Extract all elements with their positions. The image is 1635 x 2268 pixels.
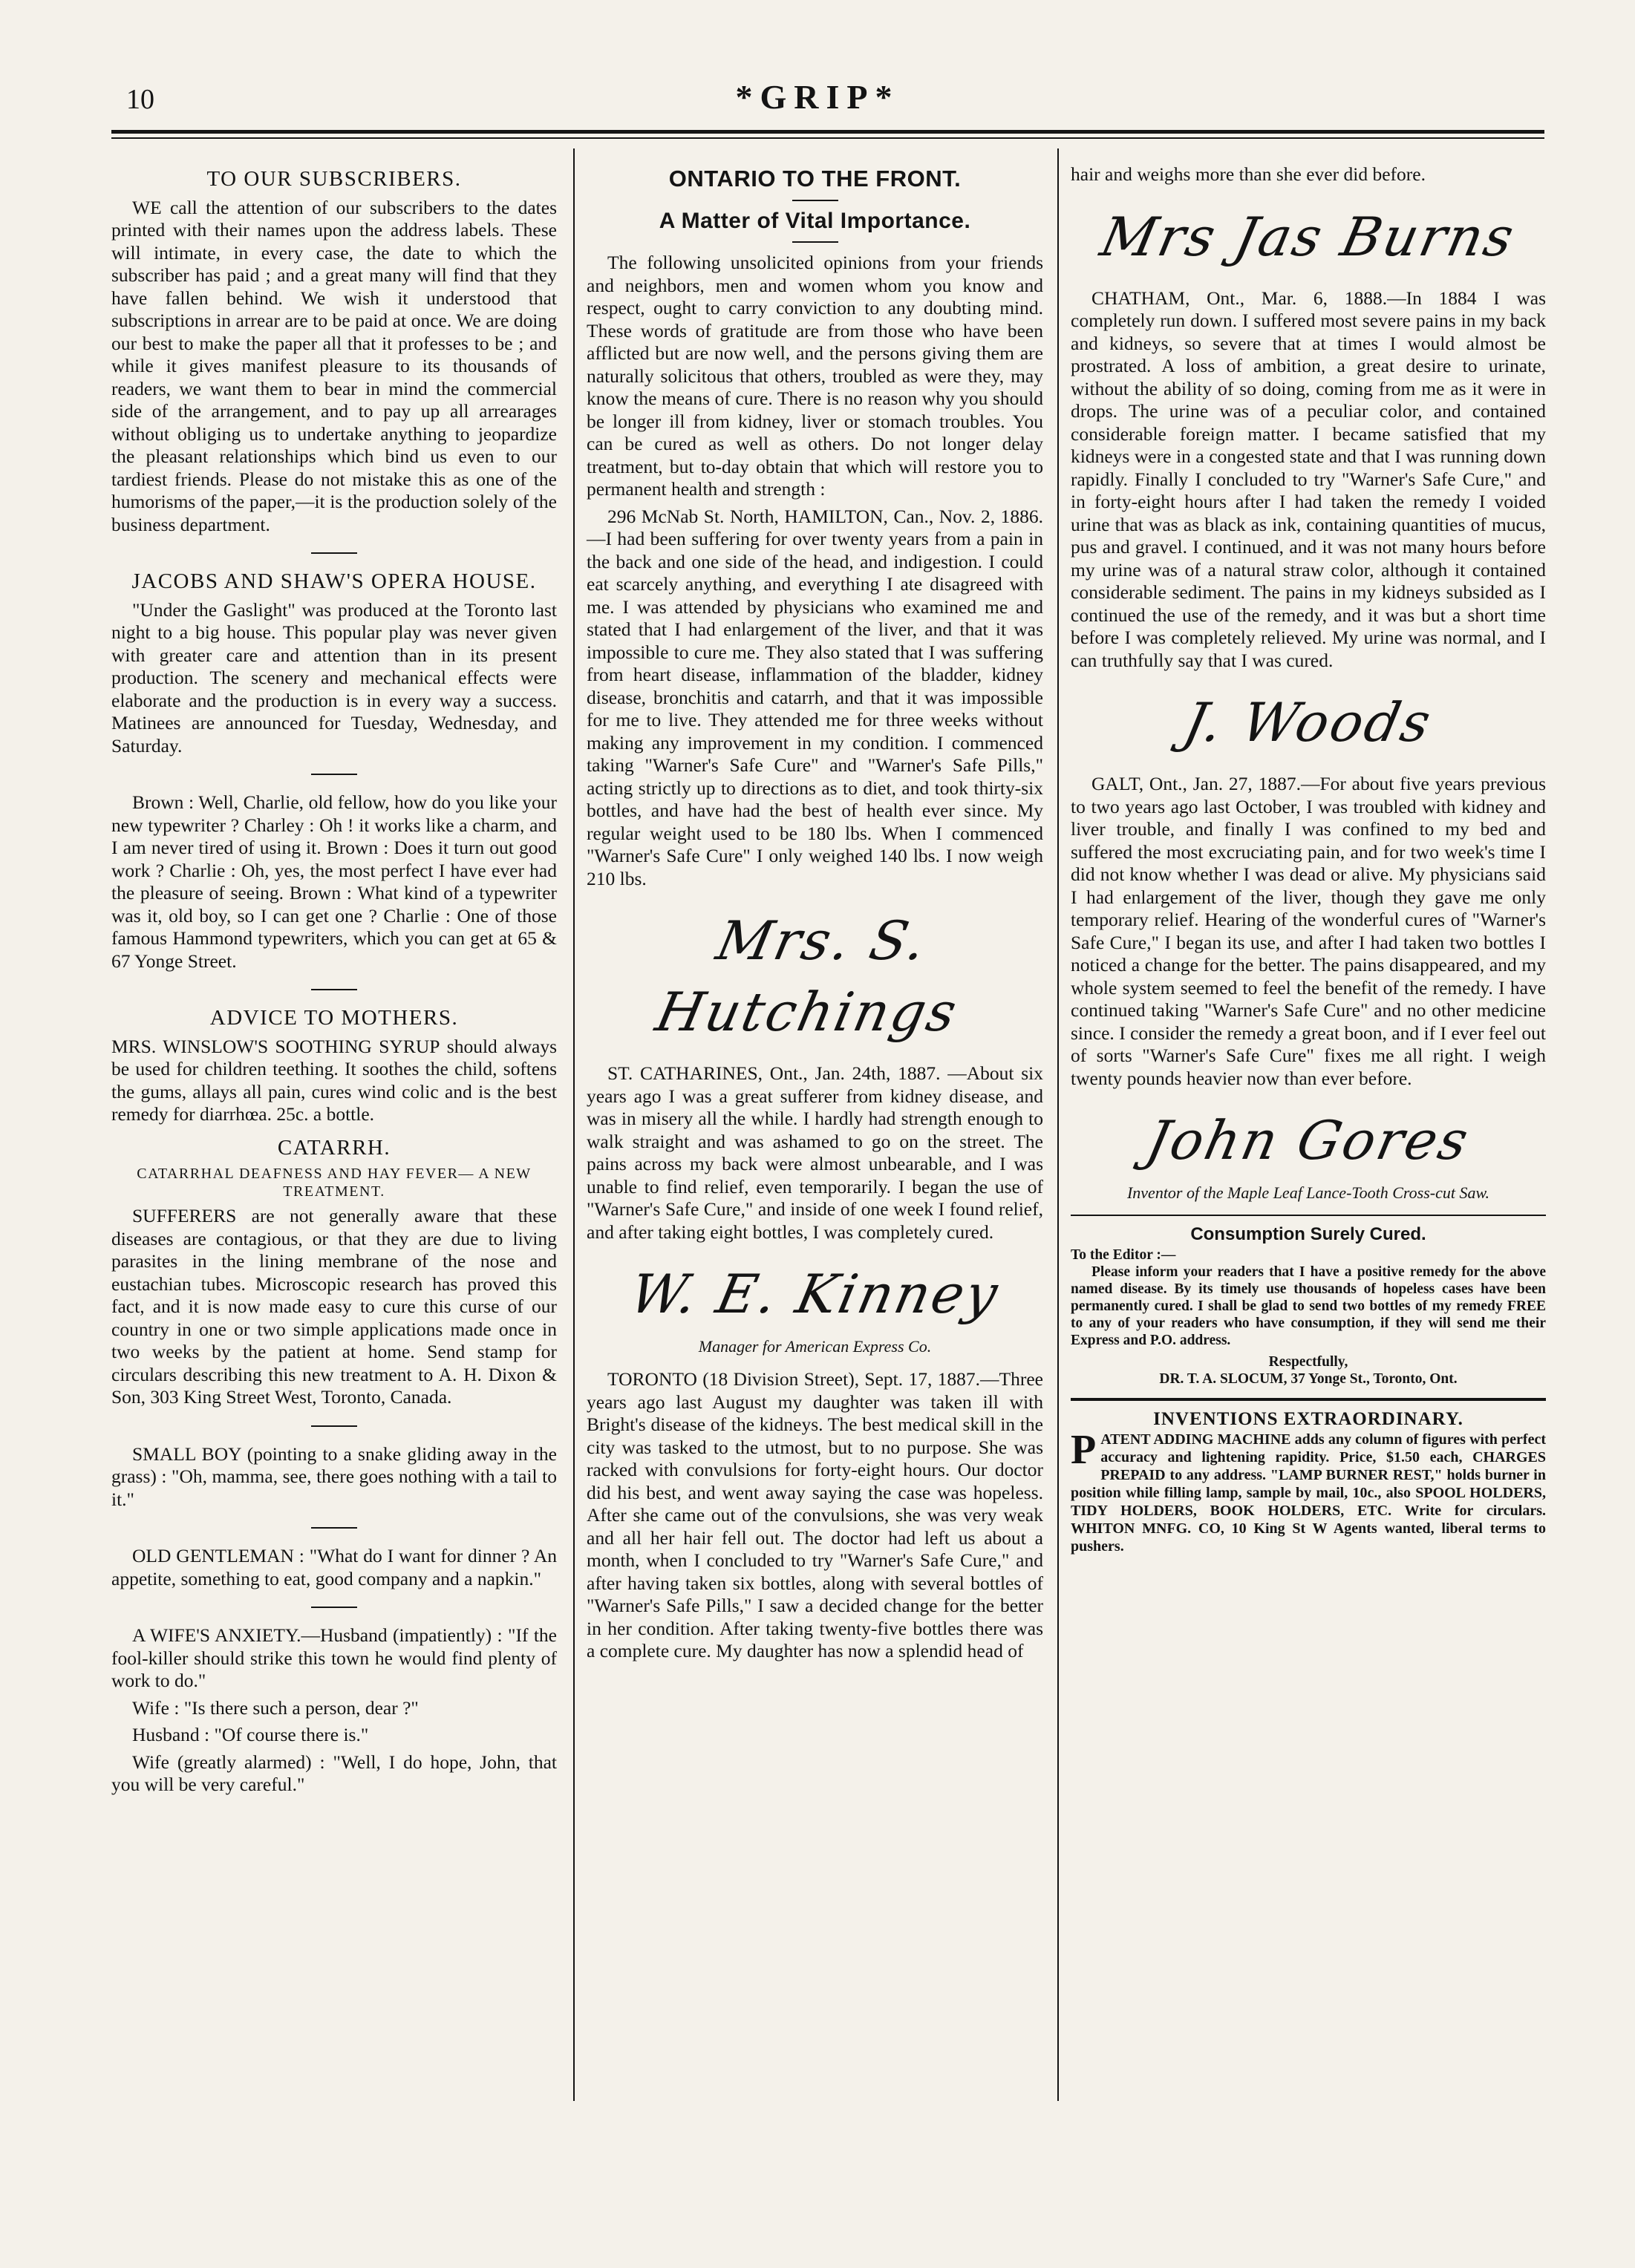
signature-burns: Mrs Jas Burns [1095,205,1521,268]
consumption-salutation: To the Editor :— [1071,1246,1176,1263]
masthead-title: *GRIP* [735,78,900,116]
ontario-heading: ONTARIO TO THE FRONT. [668,166,962,192]
section-separator [311,1425,357,1427]
signature-woods: J. Woods [1178,691,1438,754]
consumption-signer: DR. T. A. SLOCUM, 37 Yonge St., Toronto, Ont. [1159,1370,1458,1387]
column-left [111,163,557,1801]
consumption-closing: Respectfully, [1268,1353,1348,1370]
wife-anxiety-line: Wife (greatly alarmed) : "Well, I do hope, John, that you will be very careful." [111,1751,557,1795]
typewriter-joke: Brown : Well, Charlie, old fellow, how do you like your new typewriter ? Charley : Oh ! it works like a charm, and I am never tired of using it. Brown : Does it turn out good work ? Charlie : Oh, yes, the most perfect I have ever had the pleasure of seeing. Brown : What kind of a typewriter was it, old boy, so I can get one ? Charlie : One of those famous Hammond typewriters, which you can get at 65 & 67 Yonge Street. [111,791,557,972]
masthead-rule [111,130,1544,134]
section-separator [311,1527,357,1529]
catarrh-body: SUFFERERS are not generally aware that these diseases are contagious, or that they are due to living parasites in the lining membrane of the nose and eustachian tubes. Microscopic research has proved this fact, and it is now made easy to cure this curse of our country in one or two simple applications made once in two weeks by the patient at home. Send stamp for circulars describing this new treatment to A. H. Dixon & Son, 303 King Street West, Toronto, Canada. [111,1205,557,1408]
section-rule [1071,1215,1546,1216]
mothers-heading: ADVICE TO MOTHERS. [209,1006,459,1030]
section-separator [311,774,357,775]
signature-gores-caption: Inventor of the Maple Leaf Lance-Tooth Cross-cut Saw. [1126,1183,1490,1202]
section-separator [311,989,357,990]
subscribers-body: WE call the attention of our subscribers to the dates printed with their names upon the address labels. These will intimate, in every case, the date to which the subscriber has paid ; and a great many will find that they have fallen behind. We wish it understood that subscriptions in arrear are to be paid at once. We are doing our best to make the paper all that it professes to be ; and while it gives manifest pleasure to its thousands of readers, we want them to bear in mind the commercial side of the arrangement, and to pay up all arrearages without obliging us to undertake anything to jeopardize the pleasant relationships which bind us even to our tardiest friends. Please do not mistake this as one of the humorisms of the paper,—it is the production solely of the business department. [111,196,557,535]
section-rule [1071,1398,1546,1401]
inventions-dropcap: P [1071,1427,1097,1473]
mothers-lead: MRS. WINSLOW'S SOOTHING SYRUP [111,1035,440,1057]
mothers-body [111,1036,557,1126]
consumption-heading: Consumption Surely Cured. [1190,1224,1426,1244]
catarrh-heading: CATARRH. [277,1135,391,1160]
mothers-text: should always be used for children teething. It soothes the child, softens the gums, allays all pain, cures wind colic and is the best remedy for diarrhœa. 25c. a bottle. [111,1035,557,1125]
signature-kinney-caption: Manager for American Express Co. [698,1337,932,1356]
ontario-subheading: A Matter of Vital Importance. [659,208,971,233]
section-separator [792,241,838,243]
section-separator [311,552,357,554]
opera-heading: JACOBS AND SHAW'S OPERA HOUSE. [131,569,537,593]
wife-anxiety-line: Husband : "Of course there is." [132,1724,369,1745]
small-boy-joke: SMALL BOY (pointing to a snake gliding away in the grass) : "Oh, mamma, see, there goes nothing with a tail to it." [111,1442,557,1510]
signature-gores: John Gores [1140,1109,1476,1171]
toronto-testimonial: TORONTO (18 Division Street), Sept. 17, 1887.—Three years ago last August my daughter was taken ill with Bright's disease of the kidneys. The best medical skill in the city was tasked to the utmost, but to no purpose. She was racked with convulsions for forty-eight hours. Our doctor did his best, and went away saying the case was hopeless. After she came out of the convulsions, she was very weak and all her hair fell out. The doctor had left us about a month, when I concluded to try "Warner's Safe Cure," and after having taken six bottles, along with several bottles of "Warner's Safe Pills," I saw a decided change for the better in her condition. After taking twenty-five bottles there was a complete cure. My daughter has now a splendid head of [587,1368,1043,1661]
catarrh-subheading: CATARRHAL DEAFNESS AND HAY FEVER— A NEW TREATMENT. [137,1166,532,1200]
signature-kinney: W. E. Kinney [624,1263,1005,1325]
wife-anxiety-line: Wife : "Is there such a person, dear ?" [132,1696,419,1719]
old-gentleman-joke: OLD GENTLEMAN : "What do I want for dinner ? An appetite, something to eat, good company and a napkin." [111,1545,557,1589]
galt-testimonial: GALT, Ont., Jan. 27, 1887.—For about five years previous to two years ago last October, I was troubled with kidney and liver trouble, and finally I was confined to my bed and suffered the most excruciating pain, and for two week's time I did not know whether I was dead or alive. My physicians said I had enlargement of the liver, though they gave me only temporary relief. Hearing of the wonderful cures of "Warner's Safe Cure," I began its use, and after I had taken two bottles I noticed a change for the better. The pains disappeared, and my whole system seemed to feel the benefit of the remedy. I have continued taking "Warner's Safe Cure" and no other medicine since. I consider the remedy a great boon, and if I ever feel out of sorts "Warner's Safe Cure" fixes me all right. I weigh twenty pounds heavier now than ever before. [1071,773,1546,1089]
column-divider [1057,148,1059,2101]
column-right [1071,163,1546,1560]
st-catharines-testimonial: ST. CATHARINES, Ont., Jan. 24th, 1887. —About six years ago I was a great sufferer from kidney disease, and was in misery all the while. I hardly had strength enough to walk straight and was ashamed to go on the street. The pains across my back were almost unbearable, and I was unable to find relief, even temporarily. I began the use of "Warner's Safe Cure," and inside of one week I found relief, and after taking eight bottles, I was completely cured. [587,1062,1043,1243]
column-divider [573,148,575,2101]
ontario-intro: The following unsolicited opinions from your friends and neighbors, men and women whom you know and respect, ought to carry conviction to any doubting mind. These words of gratitude are from those who have been afflicted but are now well, and the persons giving them are naturally solicitous that others, troubled as were they, may know the means of cure. There is no reason why you should be longer ill from kidney, liver or stomach troubles. You can be cured as well as others. Do not longer delay treatment, but to-day obtain that which will restore you to permanent health and strength : [587,252,1043,500]
toronto-testimonial-continued: hair and weighs more than she ever did before. [1071,163,1426,185]
page-number: 10 [126,84,154,115]
section-separator [311,1607,357,1608]
hamilton-testimonial: 296 McNab St. North, HAMILTON, Can., Nov. 2, 1886.—I had been suffering for over twenty years from a pain in the back and one side of the head, and indigestion. I could eat scarcely anything, and everything I ate disagreed with me. I was attended by physicians who examined me and stated that I had enlargement of the liver, and that it was impossible to cure me. They also stated that I was suffering from heart disease, inflammation of the bladder, kidney disease, bronchitis and catarrh, and that it was impossible for me to live. They attended me for three weeks without making any improvement in my condition. I commenced taking "Warner's Safe Cure" and "Warner's Safe Pills," acting strictly up to directions as to diet, and took thirty-six bottles, and have had the best of health ever since. My regular weight used to be 180 lbs. When I commenced "Warner's Safe Cure" I only weighed 140 lbs. I now weigh 210 lbs. [587,505,1043,889]
inventions-heading: INVENTIONS EXTRAORDINARY. [1153,1408,1463,1429]
section-separator [792,200,838,201]
chatham-testimonial: CHATHAM, Ont., Mar. 6, 1888.—In 1884 I was completely run down. I suffered most severe pains in my back and kidneys, so severe that at times I would almost be prostrated. A loss of ambition, a great desire to urinate, without the ability of so doing, coming from me as it were in drops. The urine was of a peculiar color, and contained considerable foreign matter. I became satisfied that my kidneys were in a congested state and that I was running down rapidly. Finally I concluded to try "Warner's Safe Cure," and in forty-eight hours after I had taken the remedy I voided urine that was as black as ink, containing quantities of mucus, pus and gravel. I continued, and it was not many hours before my urine was of a natural straw color, although it contained considerable sediment. The pains in my kidneys subsided as I continued the use of the remedy, and it was but a short time before I was completely relieved. My urine was normal, and I can truthfully say that I was cured. [1071,287,1546,671]
signature-hutchings: Mrs. S. Hutchings [650,909,965,1043]
column-middle [587,163,1043,1667]
inventions-body [1071,1427,1546,1555]
wife-anxiety-joke: A WIFE'S ANXIETY.—Husband (impatiently) : "If the fool-killer should strike this town he would find plenty of work to do." [111,1624,557,1691]
opera-body: "Under the Gaslight" was produced at the Toronto last night to a big house. This popular play was never given with greater care and attention than in its present production. The scenery and mechanical effects were elaborate and the production is in every way a success. Matinees are announced for Tuesday, Wednesday, and Saturday. [111,598,557,756]
subscribers-heading: TO OUR SUBSCRIBERS. [206,167,462,191]
masthead-rule-thin [111,137,1544,139]
consumption-body: Please inform your readers that I have a positive remedy for the above named disease. By its timely use thousands of hopeless cases have been permanently cured. I shall be glad to send two bottles of my remedy FREE to any of your readers who have consumption, if they will send me their Express and P.O. address. [1071,1264,1546,1348]
inventions-text: ATENT ADDING MACHINE adds any column of figures with perfect accuracy and lightening rapidity. Price, $1.50 each, CHARGES PREPAID to any address. "LAMP BURNER REST," holds burner in position while filling lamp, sample by mail, 10c., also SPOOL HOLDERS, TIDY HOLDERS, BOOK HOLDERS, ETC. Write for circulars. WHITON MNFG. CO, 10 King St W Agents wanted, liberal terms to pushers. [1071,1431,1546,1555]
